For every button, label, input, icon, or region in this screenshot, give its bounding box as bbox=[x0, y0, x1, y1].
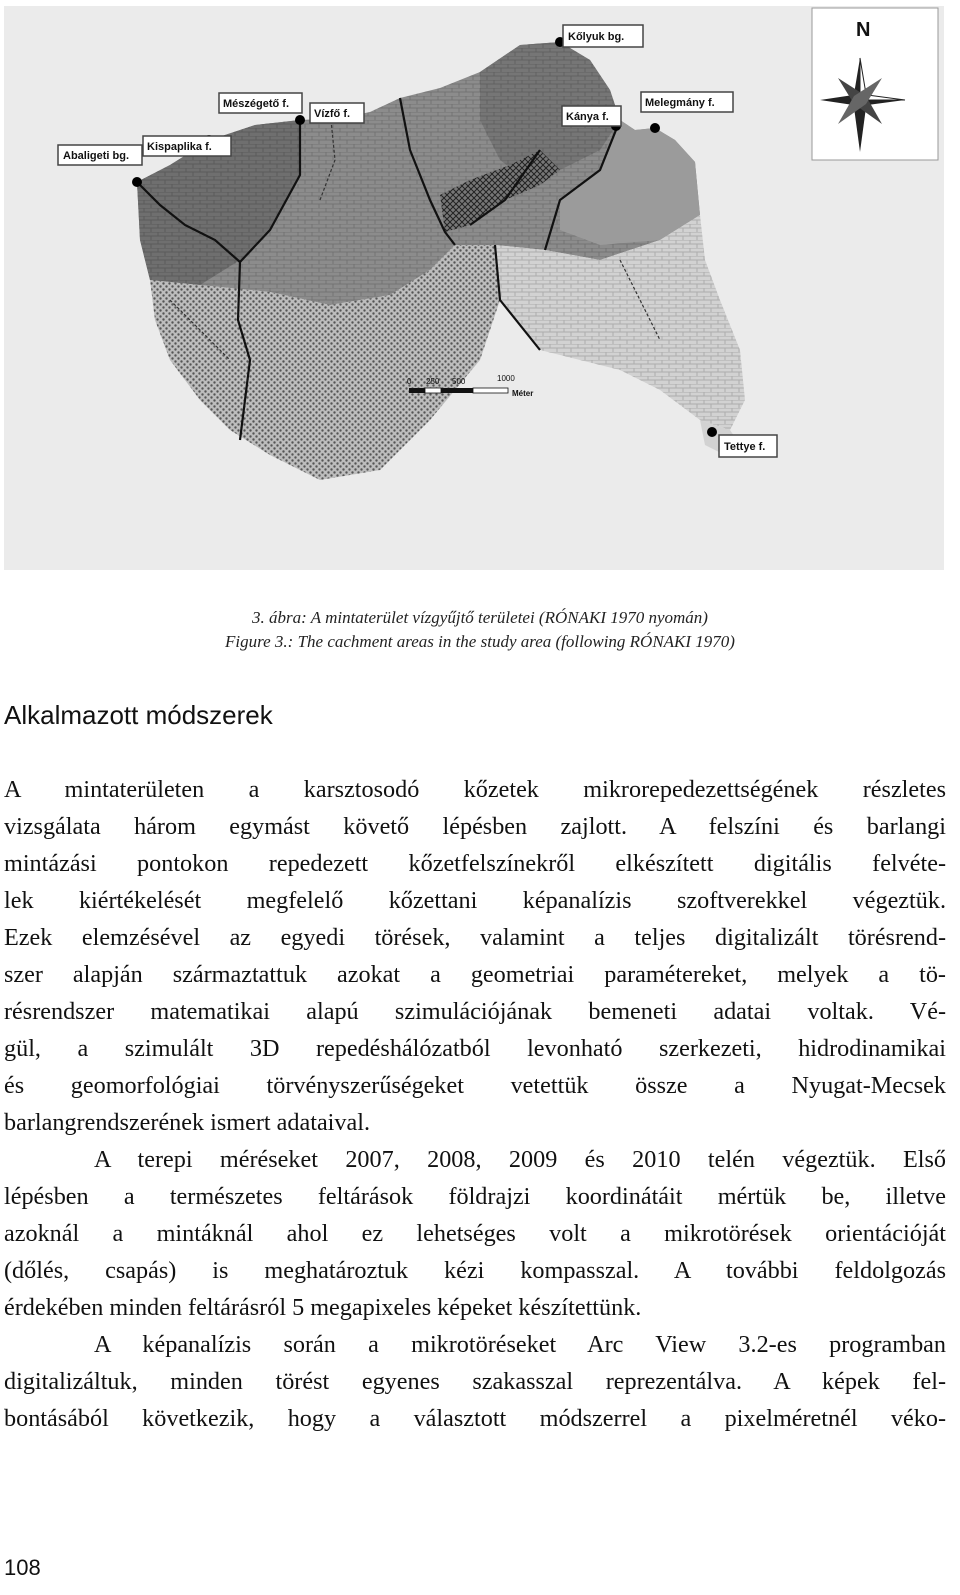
svg-text:500: 500 bbox=[452, 377, 466, 386]
svg-text:Kispaplika f.: Kispaplika f. bbox=[147, 141, 212, 153]
text-line: Ezek elemzésével az egyedi törések, valamint a teljes digitalizált törésrend- bbox=[4, 924, 946, 951]
text-line: gül, a szimulált 3D repedéshálózatból levonható szerkezeti, hidrodinamikai bbox=[4, 1035, 946, 1062]
page-number: 108 bbox=[4, 1555, 41, 1580]
body-paragraph bbox=[4, 771, 946, 1437]
label-kolyuk bbox=[563, 25, 643, 47]
svg-text:Melegmány f.: Melegmány f. bbox=[645, 97, 715, 109]
north-arrow bbox=[812, 8, 938, 160]
label-tettye bbox=[719, 435, 777, 457]
svg-text:Abaligeti bg.: Abaligeti bg. bbox=[63, 150, 129, 162]
label-meszegeto bbox=[219, 93, 302, 113]
text-line: és geomorfológiai törvényszerűségeket vetettük össze a Nyugat-Mecsek bbox=[4, 1072, 946, 1099]
section-heading: Alkalmazott módszerek bbox=[4, 700, 273, 730]
svg-text:1000: 1000 bbox=[497, 374, 515, 383]
svg-text:Tettye f.: Tettye f. bbox=[724, 441, 766, 453]
svg-text:Méter: Méter bbox=[512, 389, 534, 398]
svg-text:0: 0 bbox=[407, 377, 412, 386]
label-kanya bbox=[562, 106, 621, 126]
catchment-map bbox=[0, 0, 960, 580]
text-line: A terepi méréseket 2007, 2008, 2009 és 2010 telén végeztük. Első bbox=[94, 1146, 946, 1173]
text-line: barlangrendszerének ismert adataival. bbox=[4, 1109, 370, 1136]
label-vizfo bbox=[310, 103, 364, 123]
label-kispaplika bbox=[143, 136, 231, 156]
text-line: (dőlés, csapás) is meghatároztuk kézi kompasszal. A további feldolgozás bbox=[4, 1257, 946, 1284]
text-line: digitalizáltuk, minden törést egyenes szakasszal reprezentálva. A képek fel- bbox=[4, 1368, 946, 1395]
text-line: érdekében minden feltárásról 5 megapixeles képeket készítettünk. bbox=[4, 1294, 642, 1321]
text-line: A képanalízis során a mikrotöréseket Arc View 3.2-es programban bbox=[94, 1331, 946, 1358]
svg-text:Kánya f.: Kánya f. bbox=[566, 111, 609, 123]
svg-text:Mészégető f.: Mészégető f. bbox=[223, 98, 290, 110]
label-melegmany bbox=[641, 92, 733, 112]
text-line: szer alapján származtattuk azokat a geometriai paramétereket, melyek a tö- bbox=[4, 961, 946, 988]
text-line: lépésben a természetes feltárások földrajzi koordinátáit mértük be, illetve bbox=[4, 1183, 946, 1210]
text-line: azoknál a mintáknál ahol ez lehetséges volt a mikrotörések orientációját bbox=[4, 1220, 946, 1247]
svg-text:Kőlyuk bg.: Kőlyuk bg. bbox=[568, 31, 625, 43]
svg-text:N: N bbox=[856, 19, 871, 41]
text-line: bontásából következik, hogy a választott módszerrel a pixelméretnél véko- bbox=[4, 1405, 946, 1432]
text-line: mintázási pontokon repedezett kőzetfelszínekről elkészített digitális felvéte- bbox=[4, 850, 946, 877]
text-line: lek kiértékelését megfelelő kőzettani képanalízis szoftverekkel végeztük. bbox=[4, 887, 946, 914]
figure-caption-en: Figure 3.: The cachment areas in the study area (following RÓNAKI 1970) bbox=[225, 632, 735, 651]
svg-text:250: 250 bbox=[426, 377, 440, 386]
text-line: résrendszer matematikai alapú szimulációjának bemeneti adatai voltak. Vé- bbox=[4, 998, 946, 1025]
figure-caption-hu: 3. ábra: A mintaterület vízgyűjtő területei (RÓNAKI 1970 nyomán) bbox=[252, 608, 708, 627]
text-line: vizsgálata három egymást követő lépésben zajlott. A felszíni és barlangi bbox=[4, 813, 946, 840]
text-line: A mintaterületen a karsztosodó kőzetek mikrorepedezettségének részletes bbox=[4, 776, 946, 803]
svg-text:Vízfő f.: Vízfő f. bbox=[314, 108, 351, 120]
label-abaligeti bbox=[58, 145, 142, 165]
